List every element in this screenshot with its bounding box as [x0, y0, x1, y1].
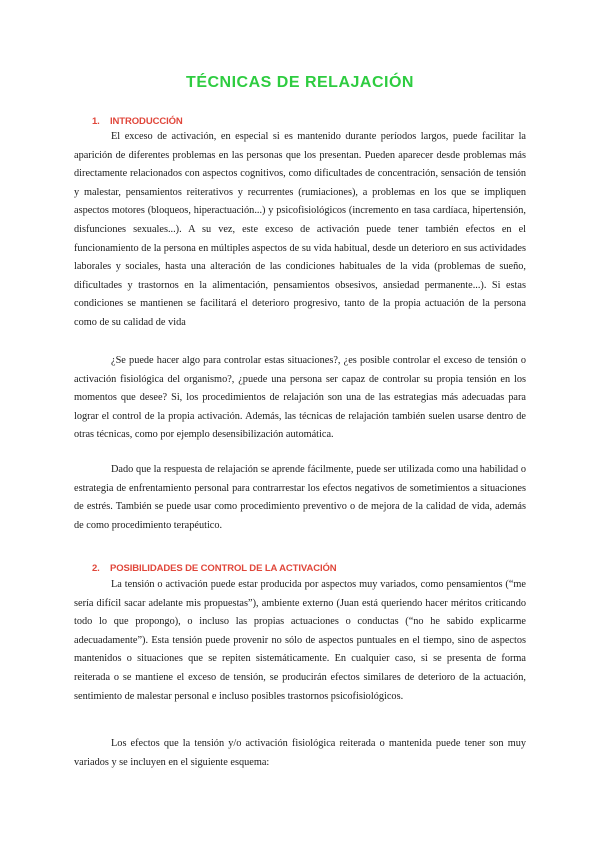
- paragraph: ¿Se puede hacer algo para controlar estas situaciones?, ¿es posible controlar el exceso de tensión o activación fisiológica del organismo?, ¿puede una persona ser capaz de controlar su propia tensión en los momentos que desee? Si, los procedimientos de relajación son una de las estrategias más adecuadas para lograr el control de la propia activación. Además, las técnicas de relajación también suelen usarse dentro de otras técnicas, como por ejemplo desensibilización automática.: [74, 355, 526, 441]
- section-number: 2.: [92, 563, 100, 574]
- section-heading-posibilidades: [92, 563, 337, 574]
- paragraph: Los efectos que la tensión y/o activación fisiológica reiterada o mantenida puede tener son muy variados y se incluyen en el siguiente esquema:: [74, 738, 526, 768]
- paragraph: El exceso de activación, en especial si es mantenido durante períodos largos, puede facilitar la aparición de diferentes problemas en las personas que los presentan. Pueden aparecer desde problemas más directamente relacionados con aspectos cognitivos, como dificultades de concentración, sensación de tensión y malestar, pensamientos reiterativos y recurrentes (rumiaciones), a problemas en los que se impliquen aspectos motores (bloqueos, hiperactuación...) y psicofisiológicos (incremento en tasa cardíaca, hipertensión, disfunciones sexuales...). A su vez, este exceso de activación puede tener también efectos en el funcionamiento de la persona en múltiples aspectos de su vida habitual, desde un deterioro en sus actividades laborales y sociales, hasta una alteración de las condiciones habituales de la vida (problemas de sueño, dificultades y trastornos en la alimentación, pensamientos obsesivos, ansiedad permanente...). Si estas condiciones se mantienen se facilitará el deterioro progresivo, tanto de la propia actuación de la persona como de su calidad de vida: [74, 131, 526, 328]
- paragraph: Dado que la respuesta de relajación se aprende fácilmente, puede ser utilizada como una habilidad o estrategia de enfrentamiento personal para contrarrestar los efectos negativos de sometimientos a situaciones de estrés. También se puede usar como procedimiento preventivo o de mejora de la calidad de vida, además de como procedimiento terapéutico.: [74, 464, 526, 531]
- section-title: POSIBILIDADES DE CONTROL DE LA ACTIVACIÓN: [110, 563, 337, 574]
- section-title: INTRODUCCIÓN: [110, 116, 183, 127]
- section-number: 1.: [92, 116, 100, 127]
- paragraph: La tensión o activación puede estar producida por aspectos muy variados, como pensamientos (“me sería difícil sacar adelante mis propuestas”), ambiente externo (Juan está queriendo hacer méritos criticando todo lo que propongo), o incluso las propias actuaciones o conductas (“no he sabido explicarme adecuadamente”). Esta tensión puede provenir no sólo de aspectos puntuales en el tiempo, sino de aspectos mantenidos o situaciones que se repiten sistemáticamente. En cualquier caso, si se presenta de forma reiterada o se mantiene el exceso de tensión, se producirán efectos similares de deterioro de la actuación, sentimiento de malestar personal e incluso posibles trastornos psicofisiológicos.: [74, 579, 526, 702]
- document-title: TÉCNICAS DE RELAJACIÓN: [186, 74, 414, 91]
- section-heading-introduccion: [92, 116, 183, 127]
